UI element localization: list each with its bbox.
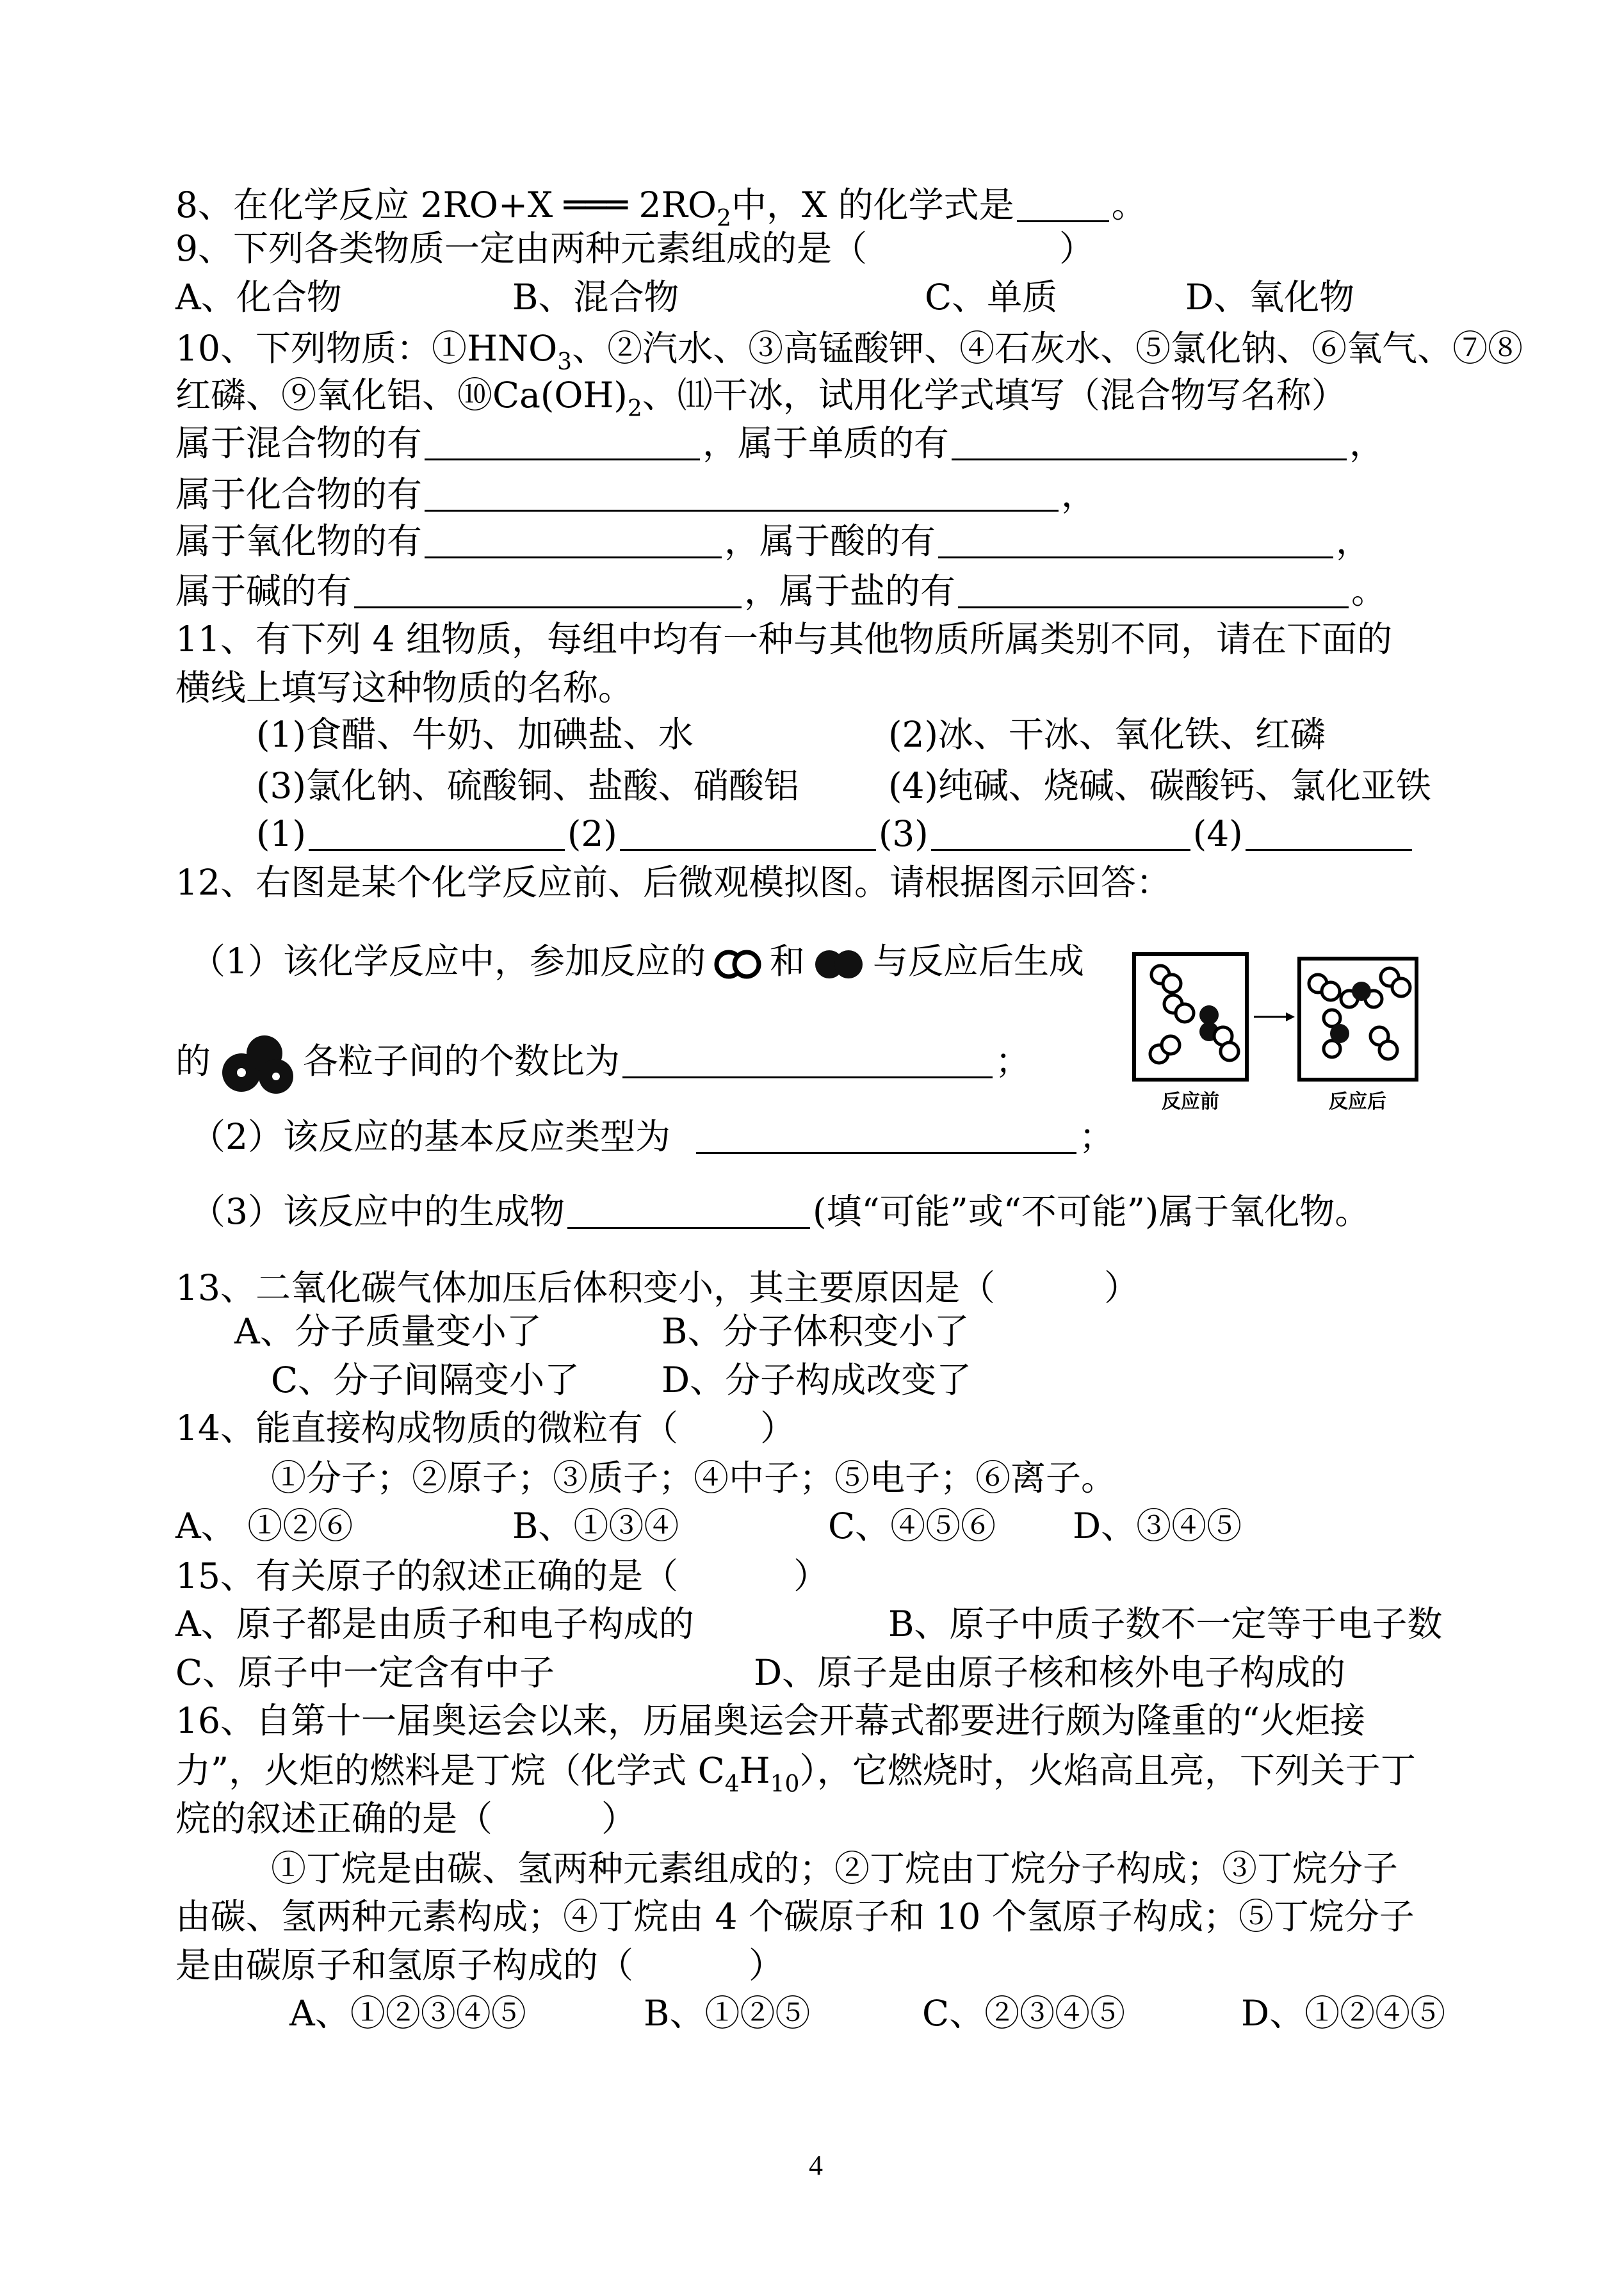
punctuation: ； bbox=[1079, 1116, 1115, 1157]
answer-blank bbox=[354, 574, 742, 608]
answer-blank bbox=[696, 1120, 1076, 1154]
q13-option-b: B、分子体积变小了 bbox=[662, 1311, 970, 1352]
q16-statements-3 bbox=[175, 1945, 784, 1986]
answer-blank bbox=[425, 478, 1059, 512]
q16-option-c: C、②③④⑤ bbox=[922, 1993, 1126, 2034]
bracket-close: ） bbox=[601, 1798, 637, 1839]
answer-blank bbox=[952, 426, 1347, 460]
punctuation: ， bbox=[1336, 521, 1372, 562]
q14-stem: 14、能直接构成物质的微粒有（ bbox=[175, 1407, 678, 1448]
q12-part-3-text: （3）该反应中的生成物 bbox=[190, 1191, 565, 1232]
subscript: 2 bbox=[627, 396, 642, 422]
question-16-line-1: 16、自第十一届奥运会以来，历届奥运会开幕式都要进行颇为隆重的“火炬接 bbox=[175, 1700, 1366, 1741]
element-label: ，属于单质的有 bbox=[702, 423, 950, 464]
reaction-equals-sign: ═══ bbox=[564, 184, 628, 225]
q8-product: 2RO bbox=[628, 184, 717, 225]
q11-group-4: (4)纯碱、烧碱、碳酸钙、氯化亚铁 bbox=[888, 765, 1431, 806]
hollow-atom bbox=[1379, 1041, 1397, 1059]
hollow-atom bbox=[1324, 1041, 1340, 1057]
subscript: 4 bbox=[724, 1771, 740, 1797]
atom-highlight bbox=[237, 1068, 246, 1077]
q15-stem: 15、有关原子的叙述正确的是（ bbox=[175, 1555, 678, 1596]
answer-blank bbox=[931, 817, 1190, 851]
bracket-close: ） bbox=[760, 1407, 796, 1448]
q16-text: ），它燃烧时，火焰高且亮，下列关于丁 bbox=[799, 1750, 1416, 1791]
black-diatomic-molecule-icon bbox=[810, 946, 868, 982]
q11-group-3: (3)氯化钠、硫酸铜、盐酸、硝酸铝 bbox=[256, 765, 799, 806]
triatomic-product-molecule-icon bbox=[217, 1029, 296, 1099]
q10-text: 、②汽水、③高锰酸钾、④石灰水、⑤氯化钠、⑥氧气、⑦⑧ bbox=[572, 328, 1523, 369]
q15-option-c: C、原子中一定含有中子 bbox=[175, 1652, 555, 1693]
q12-part-2 bbox=[190, 1116, 1114, 1157]
acid-label: ，属于酸的有 bbox=[724, 521, 936, 562]
black-atom bbox=[1330, 1024, 1349, 1043]
answer-blank bbox=[938, 524, 1333, 558]
atom-highlight bbox=[272, 1073, 280, 1080]
question-16-line-2 bbox=[175, 1750, 1416, 1796]
hollow-atom bbox=[1176, 1004, 1194, 1022]
q10-text: 红磷、⑨氧化铝、⑩Ca(OH) bbox=[175, 375, 628, 416]
punctuation: ， bbox=[1349, 423, 1385, 464]
bracket-close: ） bbox=[749, 1945, 784, 1986]
q12-part-1-text: 的 bbox=[175, 1041, 211, 1082]
q10-mixture-element-row bbox=[175, 423, 1384, 464]
q13-option-d: D、分子构成改变了 bbox=[662, 1359, 972, 1400]
q16-option-a: A、①②③④⑤ bbox=[289, 1993, 526, 2034]
q14-items: ①分子；②原子；③质子；④中子；⑤电子；⑥离子。 bbox=[271, 1457, 1117, 1498]
q14-option-b: B、①③④ bbox=[512, 1505, 679, 1546]
q11-group-2: (2)冰、干冰、氧化铁、红磷 bbox=[888, 714, 1326, 755]
hollow-atom bbox=[735, 952, 759, 977]
q9-option-a: A、化合物 bbox=[175, 277, 342, 318]
hollow-atom bbox=[1162, 1036, 1180, 1054]
q10-text: 、⑾干冰，试用化学式填写（混合物写名称） bbox=[642, 375, 1347, 416]
hollow-atom bbox=[1392, 978, 1410, 996]
q14-option-d: D、③④⑤ bbox=[1073, 1505, 1242, 1546]
bracket-close: ） bbox=[793, 1555, 829, 1596]
punctuation: ， bbox=[1061, 474, 1097, 515]
q15-option-b: B、原子中质子数不一定等于电子数 bbox=[888, 1603, 1443, 1644]
question-8 bbox=[175, 184, 1147, 231]
q13-option-c: C、分子间隔变小了 bbox=[271, 1359, 580, 1400]
q12-part-3 bbox=[190, 1191, 1370, 1232]
q8-text: 8、在化学反应 2RO+X bbox=[175, 184, 564, 225]
punctuation: 。 bbox=[1111, 184, 1147, 225]
question-11-stem-2: 横线上填写这种物质的名称。 bbox=[175, 667, 634, 708]
q11-group-1: (1)食醋、牛奶、加碘盐、水 bbox=[256, 714, 694, 755]
reaction-diagram bbox=[1127, 946, 1428, 1116]
subscript: 2 bbox=[717, 206, 731, 232]
before-reaction-label: 反应前 bbox=[1162, 1091, 1219, 1113]
q12-part-2-text: （2）该反应的基本反应类型为 bbox=[190, 1116, 670, 1157]
answer-blank bbox=[1017, 188, 1109, 222]
answer-blank bbox=[622, 1044, 993, 1078]
q16-statements-1: ①丁烷是由碳、氢两种元素组成的；②丁烷由丁烷分子构成；③丁烷分子 bbox=[271, 1848, 1399, 1889]
blank-label: (4) bbox=[1192, 813, 1243, 854]
question-16-line-3 bbox=[175, 1798, 637, 1839]
question-10-line-2 bbox=[175, 375, 1347, 421]
answer-blank bbox=[425, 426, 700, 460]
black-atom bbox=[1352, 982, 1371, 1001]
q16-text: 是由碳原子和氢原子构成的（ bbox=[175, 1945, 634, 1986]
question-12-stem: 12、右图是某个化学反应前、后微观模拟图。请根据图示回答： bbox=[175, 862, 1171, 903]
answer-blank bbox=[620, 817, 876, 851]
black-atom bbox=[834, 950, 863, 978]
answer-blank bbox=[425, 524, 722, 558]
answer-blank bbox=[1246, 817, 1412, 851]
answer-blank bbox=[567, 1195, 810, 1229]
q10-text: 10、下列物质：①HNO bbox=[175, 328, 558, 369]
q16-text: 力”，火炬的燃料是丁烷（化学式 C bbox=[175, 1750, 725, 1791]
q14-option-a: A、 ①②⑥ bbox=[175, 1505, 353, 1546]
blank-label: (3) bbox=[878, 813, 929, 854]
q12-part-1-line-1 bbox=[190, 941, 1084, 982]
punctuation: 。 bbox=[1351, 571, 1387, 612]
bracket-close: ） bbox=[1059, 228, 1095, 269]
q9-option-c: C、单质 bbox=[925, 277, 1058, 318]
subscript: 10 bbox=[770, 1771, 800, 1797]
q12-part-1-text: 与反应后生成 bbox=[873, 941, 1085, 982]
q16-statements-2: 由碳、氢两种元素构成；④丁烷由 4 个碳原子和 10 个氢原子构成；⑤丁烷分子 bbox=[175, 1896, 1415, 1937]
oxide-label: 属于氧化物的有 bbox=[175, 521, 423, 562]
question-11-stem-1: 11、有下列 4 组物质，每组中均有一种与其他物质所属类别不同，请在下面的 bbox=[175, 619, 1392, 660]
hollow-atom bbox=[1324, 1010, 1340, 1026]
question-9-stem bbox=[175, 228, 1094, 269]
compound-label: 属于化合物的有 bbox=[175, 474, 423, 515]
q12-part-1-text: （1）该化学反应中，参加反应的 bbox=[190, 941, 706, 982]
answer-blank bbox=[309, 817, 565, 851]
q16-option-d: D、①②④⑤ bbox=[1241, 1993, 1446, 2034]
q12-and: 和 bbox=[770, 941, 806, 982]
subscript: 3 bbox=[557, 349, 572, 375]
question-15-stem bbox=[175, 1555, 829, 1596]
question-13-stem bbox=[175, 1267, 1139, 1308]
q12-part-1-text: 各粒子间的个数比为 bbox=[303, 1041, 621, 1082]
base-label: 属于碱的有 bbox=[175, 571, 352, 612]
q9-stem: 9、下列各类物质一定由两种元素组成的是（ bbox=[175, 228, 867, 269]
q10-base-salt-row bbox=[175, 571, 1386, 612]
punctuation: ； bbox=[995, 1041, 1031, 1082]
q14-option-c: C、④⑤⑥ bbox=[828, 1505, 996, 1546]
mixture-label: 属于混合物的有 bbox=[175, 423, 423, 464]
question-10-line-1 bbox=[175, 328, 1523, 374]
page-number: 4 bbox=[809, 2150, 823, 2181]
hollow-diatomic-molecule-icon bbox=[711, 946, 765, 982]
q15-option-d: D、原子是由原子核和核外电子构成的 bbox=[754, 1652, 1346, 1693]
q13-stem: 13、二氧化碳气体加压后体积变小，其主要原因是（ bbox=[175, 1267, 995, 1308]
q16-text: 烷的叙述正确的是（ bbox=[175, 1798, 493, 1839]
q11-answer-row bbox=[256, 813, 1415, 854]
blank-label: (2) bbox=[567, 813, 617, 854]
hollow-atom bbox=[1322, 982, 1340, 1000]
q12-part-3-text: (填“可能”或“不可能”)属于氧化物。 bbox=[813, 1191, 1370, 1232]
answer-blank bbox=[958, 574, 1349, 608]
q16-text: H bbox=[739, 1750, 770, 1791]
q8-question: 中，X 的化学式是 bbox=[731, 184, 1014, 225]
hollow-atom bbox=[1221, 1042, 1238, 1060]
q15-option-a: A、原子都是由质子和电子构成的 bbox=[175, 1603, 694, 1644]
q10-oxide-acid-row bbox=[175, 521, 1371, 562]
black-atom bbox=[1199, 1005, 1219, 1025]
salt-label: ，属于盐的有 bbox=[744, 571, 956, 612]
after-reaction-label: 反应后 bbox=[1329, 1091, 1386, 1113]
q10-compound-row bbox=[175, 474, 1096, 515]
bracket-close: ） bbox=[1104, 1267, 1140, 1308]
hollow-atom bbox=[1163, 975, 1181, 993]
q16-option-b: B、①②⑤ bbox=[644, 1993, 811, 2034]
q12-part-1-line-2 bbox=[175, 1041, 1030, 1084]
arrow-head bbox=[1286, 1012, 1295, 1021]
question-14-stem bbox=[175, 1407, 795, 1448]
q9-option-b: B、混合物 bbox=[512, 277, 679, 318]
q13-option-a: A、分子质量变小了 bbox=[234, 1311, 542, 1352]
reaction-arrow bbox=[1254, 1012, 1295, 1021]
q9-option-d: D、氧化物 bbox=[1185, 277, 1355, 318]
blank-label: (1) bbox=[256, 813, 306, 854]
